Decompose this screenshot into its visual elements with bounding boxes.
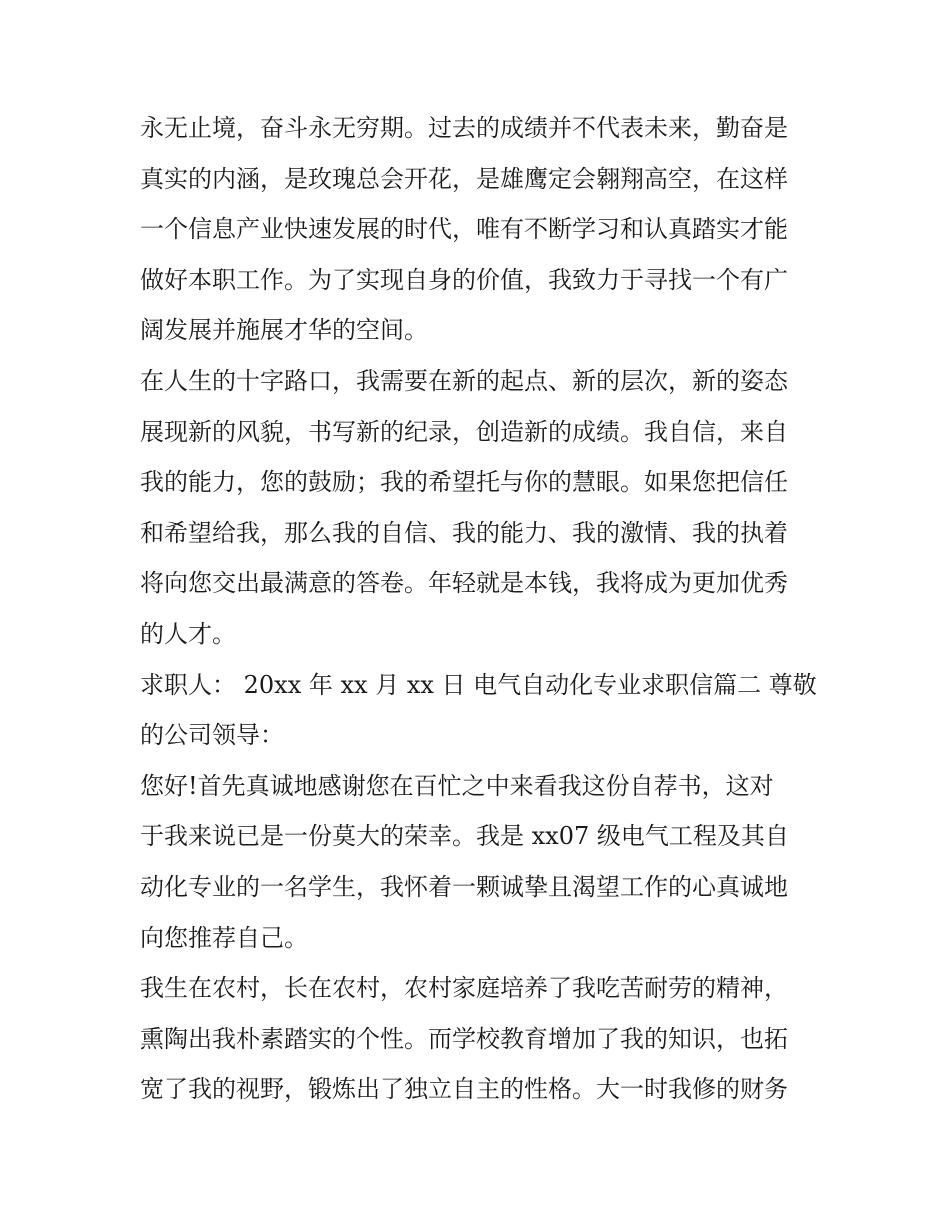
- text-line: 的公司领导：: [140, 721, 284, 750]
- text-line: 真实的内涵，是玫瑰总会开花，是雄鹰定会翱翔高空，在这样: [140, 164, 788, 193]
- text-line: 我的能力，您的鼓励；我的希望托与你的慧眼。如果您把信任: [140, 468, 788, 497]
- text-line: 求职人： 20xx 年 xx 月 xx 日 电气自动化专业求职信篇二 尊敬: [140, 670, 817, 699]
- paragraph-5: [140, 963, 812, 1115]
- text-line: 做好本职工作。为了实现自身的价值，我致力于寻找一个有广: [140, 265, 788, 294]
- paragraph-1: [140, 103, 812, 356]
- text-line: 一个信息产业快速发展的时代，唯有不断学习和认真踏实才能: [140, 215, 788, 244]
- text-line: 的人才。: [140, 619, 236, 648]
- text-line: 在人生的十字路口，我需要在新的起点、新的层次，新的姿态: [140, 366, 788, 395]
- paragraph-3: [140, 660, 817, 761]
- text-line: 于我来说已是一份莫大的荣幸。我是 xx07 级电气工程及其自: [140, 822, 789, 851]
- text-line: 熏陶出我朴素踏实的个性。而学校教育增加了我的知识，也拓: [140, 1024, 788, 1053]
- text-line: 将向您交出最满意的答卷。年轻就是本钱，我将成为更加优秀: [140, 569, 788, 598]
- text-line: 和希望给我，那么我的自信、我的能力、我的激情、我的执着: [140, 518, 788, 547]
- text-line: 向您推荐自己。: [140, 923, 308, 952]
- text-line: 动化专业的一名学生，我怀着一颗诚挚且渴望工作的心真诚地: [140, 872, 788, 901]
- document-body: [140, 103, 817, 1115]
- text-line: 永无止境，奋斗永无穷期。过去的成绩并不代表未来，勤奋是: [140, 114, 788, 142]
- text-line: 展现新的风貌，书写新的纪录，创造新的成绩。我自信，来自: [140, 417, 788, 446]
- paragraph-2: [140, 356, 812, 660]
- paragraph-4: [140, 761, 812, 963]
- text-line: 宽了我的视野，锻炼出了独立自主的性格。大一时我修的财务: [140, 1075, 788, 1104]
- text-line: 阔发展并施展才华的空间。: [140, 316, 428, 345]
- text-line: 我生在农村，长在农村，农村家庭培养了我吃苦耐劳的精神，: [140, 974, 788, 1003]
- text-line: 您好!首先真诚地感谢您在百忙之中来看我这份自荐书，这对: [140, 771, 774, 800]
